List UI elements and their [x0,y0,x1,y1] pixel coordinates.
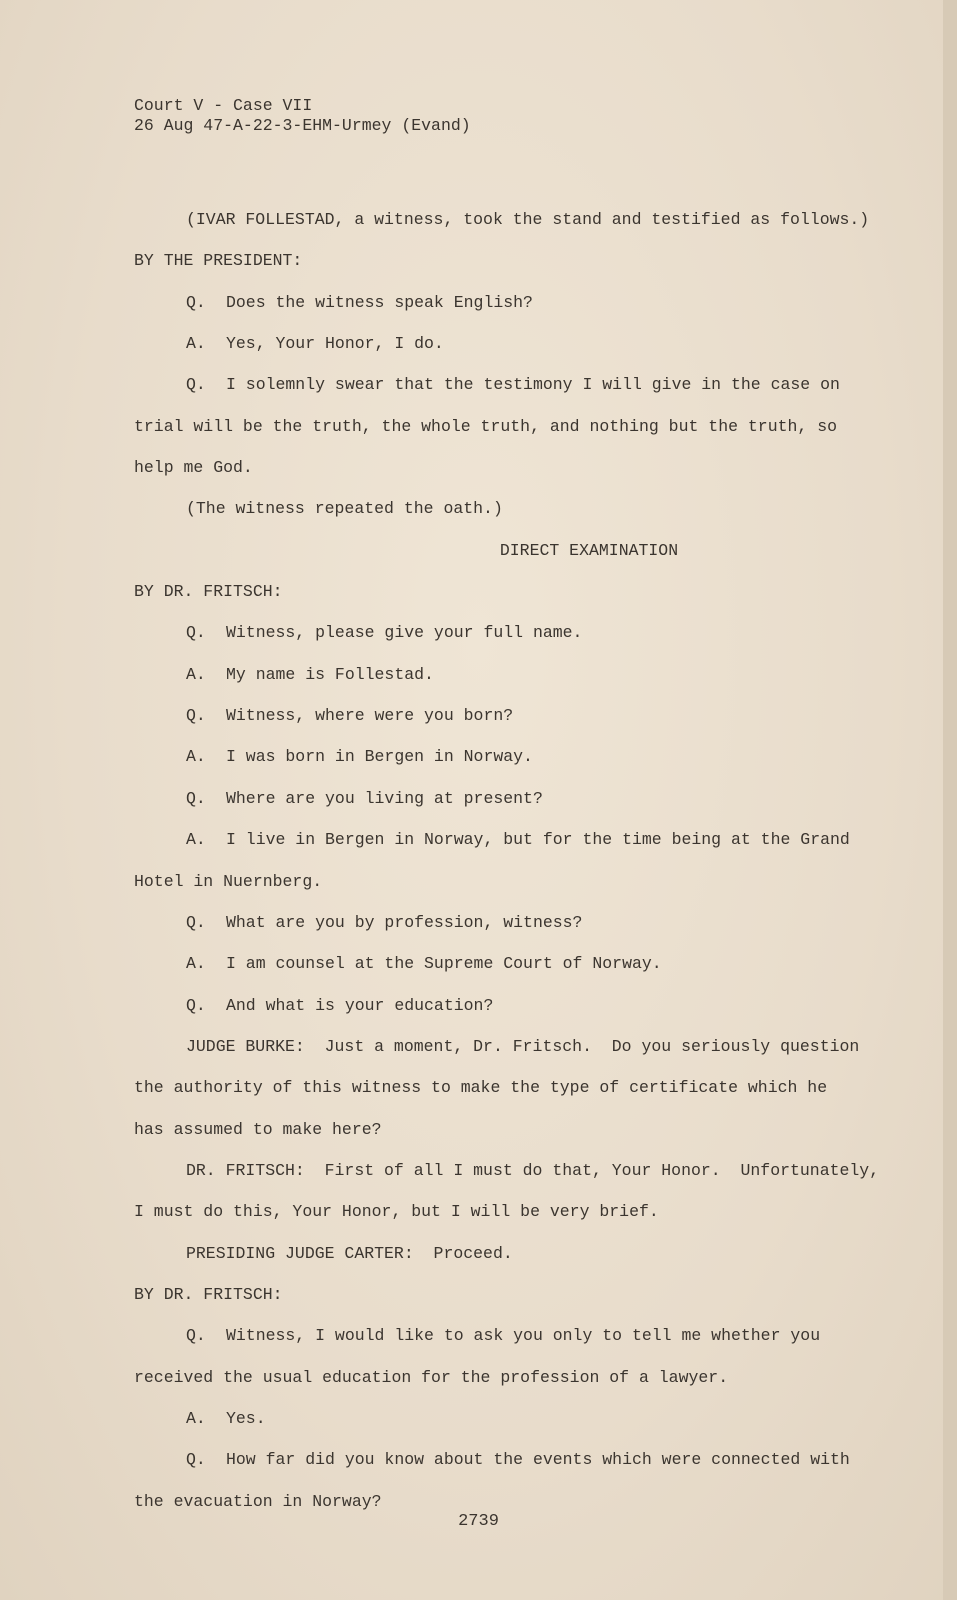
line-text: I am counsel at the Supreme Court of Norway. [226,954,662,974]
speaker-marker: A. [186,954,206,974]
line-text: trial will be the truth, the whole truth, and nothing but the truth, so [134,416,838,436]
qa-line [134,953,924,994]
line-text: (The witness repeated the oath.) [186,499,503,519]
speaker-marker: A. [186,334,206,354]
speaker-marker: Q. [186,1450,206,1470]
line-text: Where are you living at present? [226,788,543,808]
line-text: BY DR. FRITSCH: [134,582,283,602]
speaker-marker: Q. [186,706,206,726]
qa-line [134,374,924,415]
qa-line [134,333,924,374]
transcript-line [134,416,924,457]
speaker-marker: Q. [186,1326,206,1346]
transcript-line [134,871,924,912]
speaker-marker: Q. [186,623,206,643]
qa-line [134,995,924,1036]
qa-line [134,705,924,746]
qa-line [134,912,924,953]
transcript-line [134,1077,924,1118]
transcript-line [134,209,924,250]
line-text: Hotel in Nuernberg. [134,871,323,891]
transcript-line [134,581,924,622]
speaker-marker: A. [186,747,206,767]
qa-line [134,788,924,829]
transcript-line [134,1284,924,1325]
qa-line [134,1408,924,1449]
speaker-marker: Q. [186,292,206,312]
line-text: (IVAR FOLLESTAD, a witness, took the stand and testified as follows.) [186,210,870,229]
qa-line [134,746,924,787]
qa-line [134,622,924,663]
line-text: DR. FRITSCH: First of all I must do that, Your Honor. Unfortunately, [186,1160,880,1180]
speaker-marker: A. [186,664,206,684]
line-text: Yes, Your Honor, I do. [226,334,444,354]
transcript-body [134,209,924,1532]
qa-line [134,1325,924,1366]
transcript-line [134,1367,924,1408]
transcript-line [134,1036,924,1077]
header-date-line: 26 Aug 47-A-22-3-EHM-Urmey (Evand) [134,116,471,135]
line-text: the authority of this witness to make the type of certificate which he [134,1078,828,1098]
transcript-line [134,457,924,498]
speaker-marker: Q. [186,375,206,395]
line-text: And what is your education? [226,995,494,1015]
page-edge [943,0,957,1600]
speaker-marker: Q. [186,995,206,1015]
line-text: Witness, please give your full name. [226,623,583,643]
line-text: My name is Follestad. [226,664,434,684]
qa-line [134,1449,924,1490]
line-text: the evacuation in Norway? [134,1491,382,1511]
line-text: I live in Bergen in Norway, but for the time being at the Grand [226,830,850,850]
qa-line [134,829,924,870]
speaker-marker: Q. [186,788,206,808]
qa-line [134,664,924,705]
line-text: I was born in Bergen in Norway. [226,747,533,767]
line-text: DIRECT EXAMINATION [499,540,679,560]
transcript-line [134,1160,924,1201]
line-text: PRESIDING JUDGE CARTER: Proceed. [186,1243,513,1263]
transcript-line [134,1201,924,1242]
line-text: BY DR. FRITSCH: [134,1284,283,1304]
page-number: 2739 [458,1512,499,1531]
line-text: BY THE PRESIDENT: [134,251,303,271]
transcript-line [134,498,924,539]
line-text: Witness, where were you born? [226,706,514,726]
speaker-marker: A. [186,830,206,850]
line-text: How far did you know about the events which were connected with [226,1450,850,1470]
line-text: has assumed to make here? [134,1119,382,1139]
line-text: I must do this, Your Honor, but I will be very brief. [134,1202,659,1222]
line-text: I solemnly swear that the testimony I will give in the case on [226,375,840,395]
line-text: Does the witness speak English? [226,292,533,312]
transcript-line [134,1119,924,1160]
line-text: received the usual education for the profession of a lawyer. [134,1367,729,1387]
line-text: Yes. [226,1408,266,1428]
header-court-line: Court V - Case VII [134,96,313,115]
speaker-marker: A. [186,1408,206,1428]
line-text: What are you by profession, witness? [226,912,583,932]
transcript-line [134,250,924,291]
speaker-marker: Q. [186,912,206,932]
qa-line [134,292,924,333]
line-text: JUDGE BURKE: Just a moment, Dr. Fritsch. Do you seriously question [186,1036,860,1056]
line-text: Witness, I would like to ask you only to tell me whether you [226,1326,821,1346]
document-header [134,96,471,136]
line-text: help me God. [134,458,253,478]
transcript-line [134,1243,924,1284]
section-heading [134,540,924,581]
